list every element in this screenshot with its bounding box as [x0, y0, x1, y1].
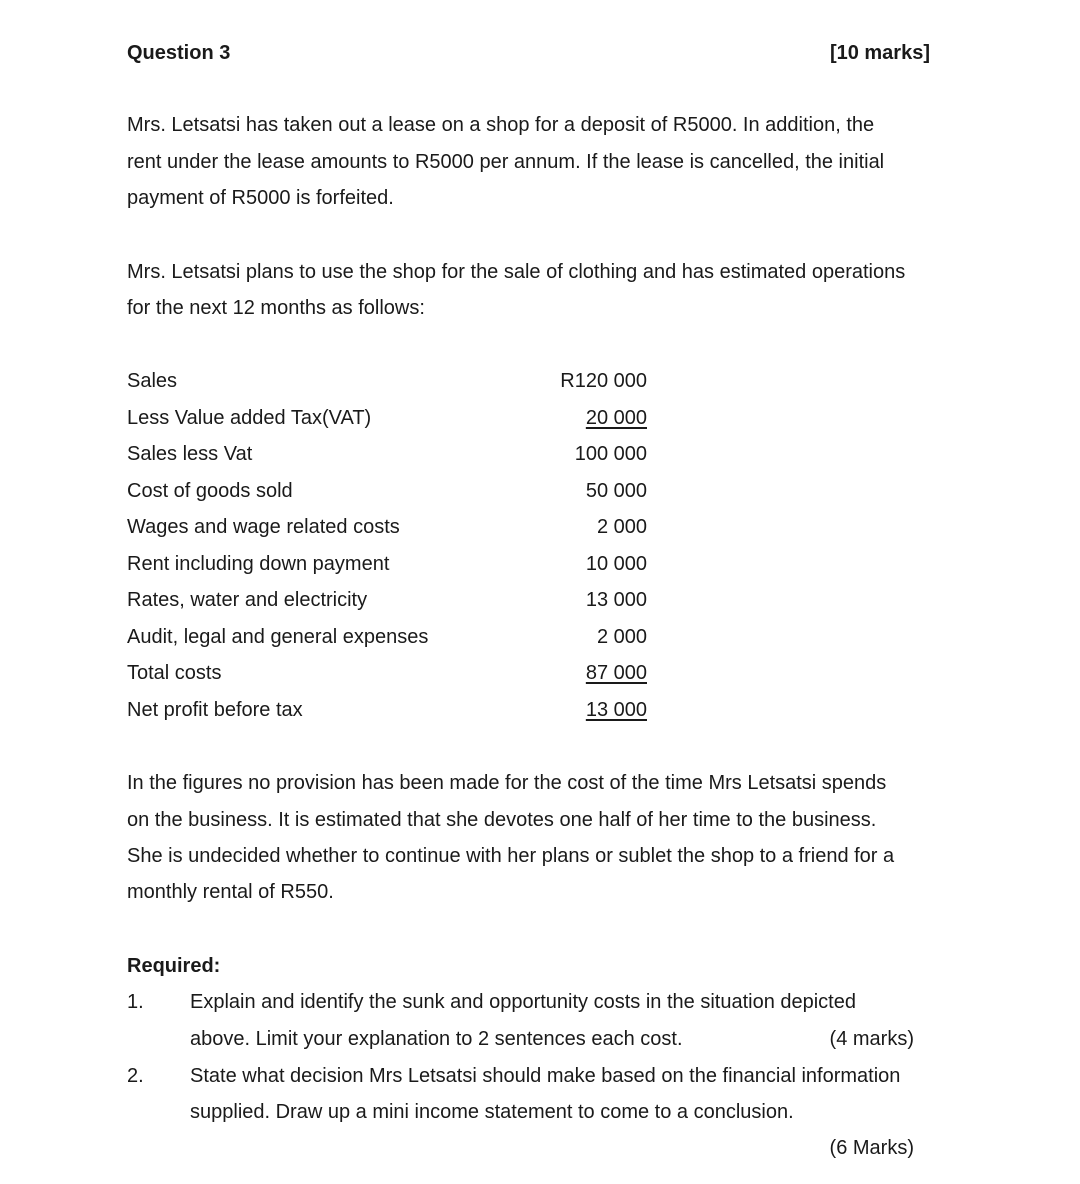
required-item-marks: (6 Marks): [829, 1137, 914, 1159]
table-row-value: 13 000: [585, 589, 647, 611]
required-item-text: above. Limit your explanation to 2 sentences each cost.: [190, 1028, 683, 1050]
plans-line: for the next 12 months as follows:: [127, 297, 425, 319]
table-row-label: Audit, legal and general expenses: [127, 626, 429, 648]
table-row-value: 2 000: [596, 626, 647, 648]
table-row-value: 100 000: [574, 443, 647, 465]
table-row-label: Wages and wage related costs: [127, 516, 400, 538]
figures-note-line: She is undecided whether to continue with her plans or sublet the shop to a friend for a: [127, 845, 895, 867]
question-total-marks: [10 marks]: [829, 42, 930, 64]
table-row-label: Less Value added Tax(VAT): [127, 407, 372, 429]
required-item-number: 1.: [127, 991, 144, 1013]
table-row-value: 20 000: [585, 407, 647, 429]
table-row-value: 2 000: [596, 516, 647, 538]
table-row-value: 50 000: [585, 480, 647, 502]
table-row-label: Rates, water and electricity: [127, 589, 368, 611]
table-row-label: Rent including down payment: [127, 553, 390, 575]
required-item-text: Explain and identify the sunk and opportunity costs in the situation depicted: [190, 991, 856, 1013]
required-item-text: supplied. Draw up a mini income statement to come to a conclusion.: [190, 1101, 794, 1123]
table-row-label: Sales: [127, 370, 178, 392]
required-item-marks: (4 marks): [829, 1028, 914, 1050]
table-row-label: Sales less Vat: [127, 443, 253, 465]
table-row-value: 87 000: [585, 662, 647, 684]
required-item-number: 2.: [127, 1065, 144, 1087]
required-item-text: State what decision Mrs Letsatsi should make based on the financial information: [190, 1065, 901, 1087]
intro-line: rent under the lease amounts to R5000 per annum. If the lease is cancelled, the initial: [127, 151, 885, 173]
table-row-label: Total costs: [127, 662, 222, 684]
required-heading: Required:: [127, 955, 221, 977]
intro-line: Mrs. Letsatsi has taken out a lease on a shop for a deposit of R5000. In addition, the: [127, 114, 875, 136]
question-title: Question 3: [127, 42, 231, 64]
table-row-value: 10 000: [585, 553, 647, 575]
figures-note-line: monthly rental of R550.: [127, 881, 334, 903]
table-row-label: Net profit before tax: [127, 699, 303, 721]
table-row-label: Cost of goods sold: [127, 480, 293, 502]
figures-note-line: In the figures no provision has been made for the cost of the time Mrs Letsatsi spends: [127, 772, 887, 794]
figures-note-line: on the business. It is estimated that she devotes one half of her time to the business.: [127, 809, 877, 831]
intro-line: payment of R5000 is forfeited.: [127, 187, 394, 209]
plans-line: Mrs. Letsatsi plans to use the shop for the sale of clothing and has estimated operations: [127, 261, 906, 283]
table-row-value: R120 000: [560, 370, 647, 392]
table-row-value: 13 000: [585, 699, 647, 721]
